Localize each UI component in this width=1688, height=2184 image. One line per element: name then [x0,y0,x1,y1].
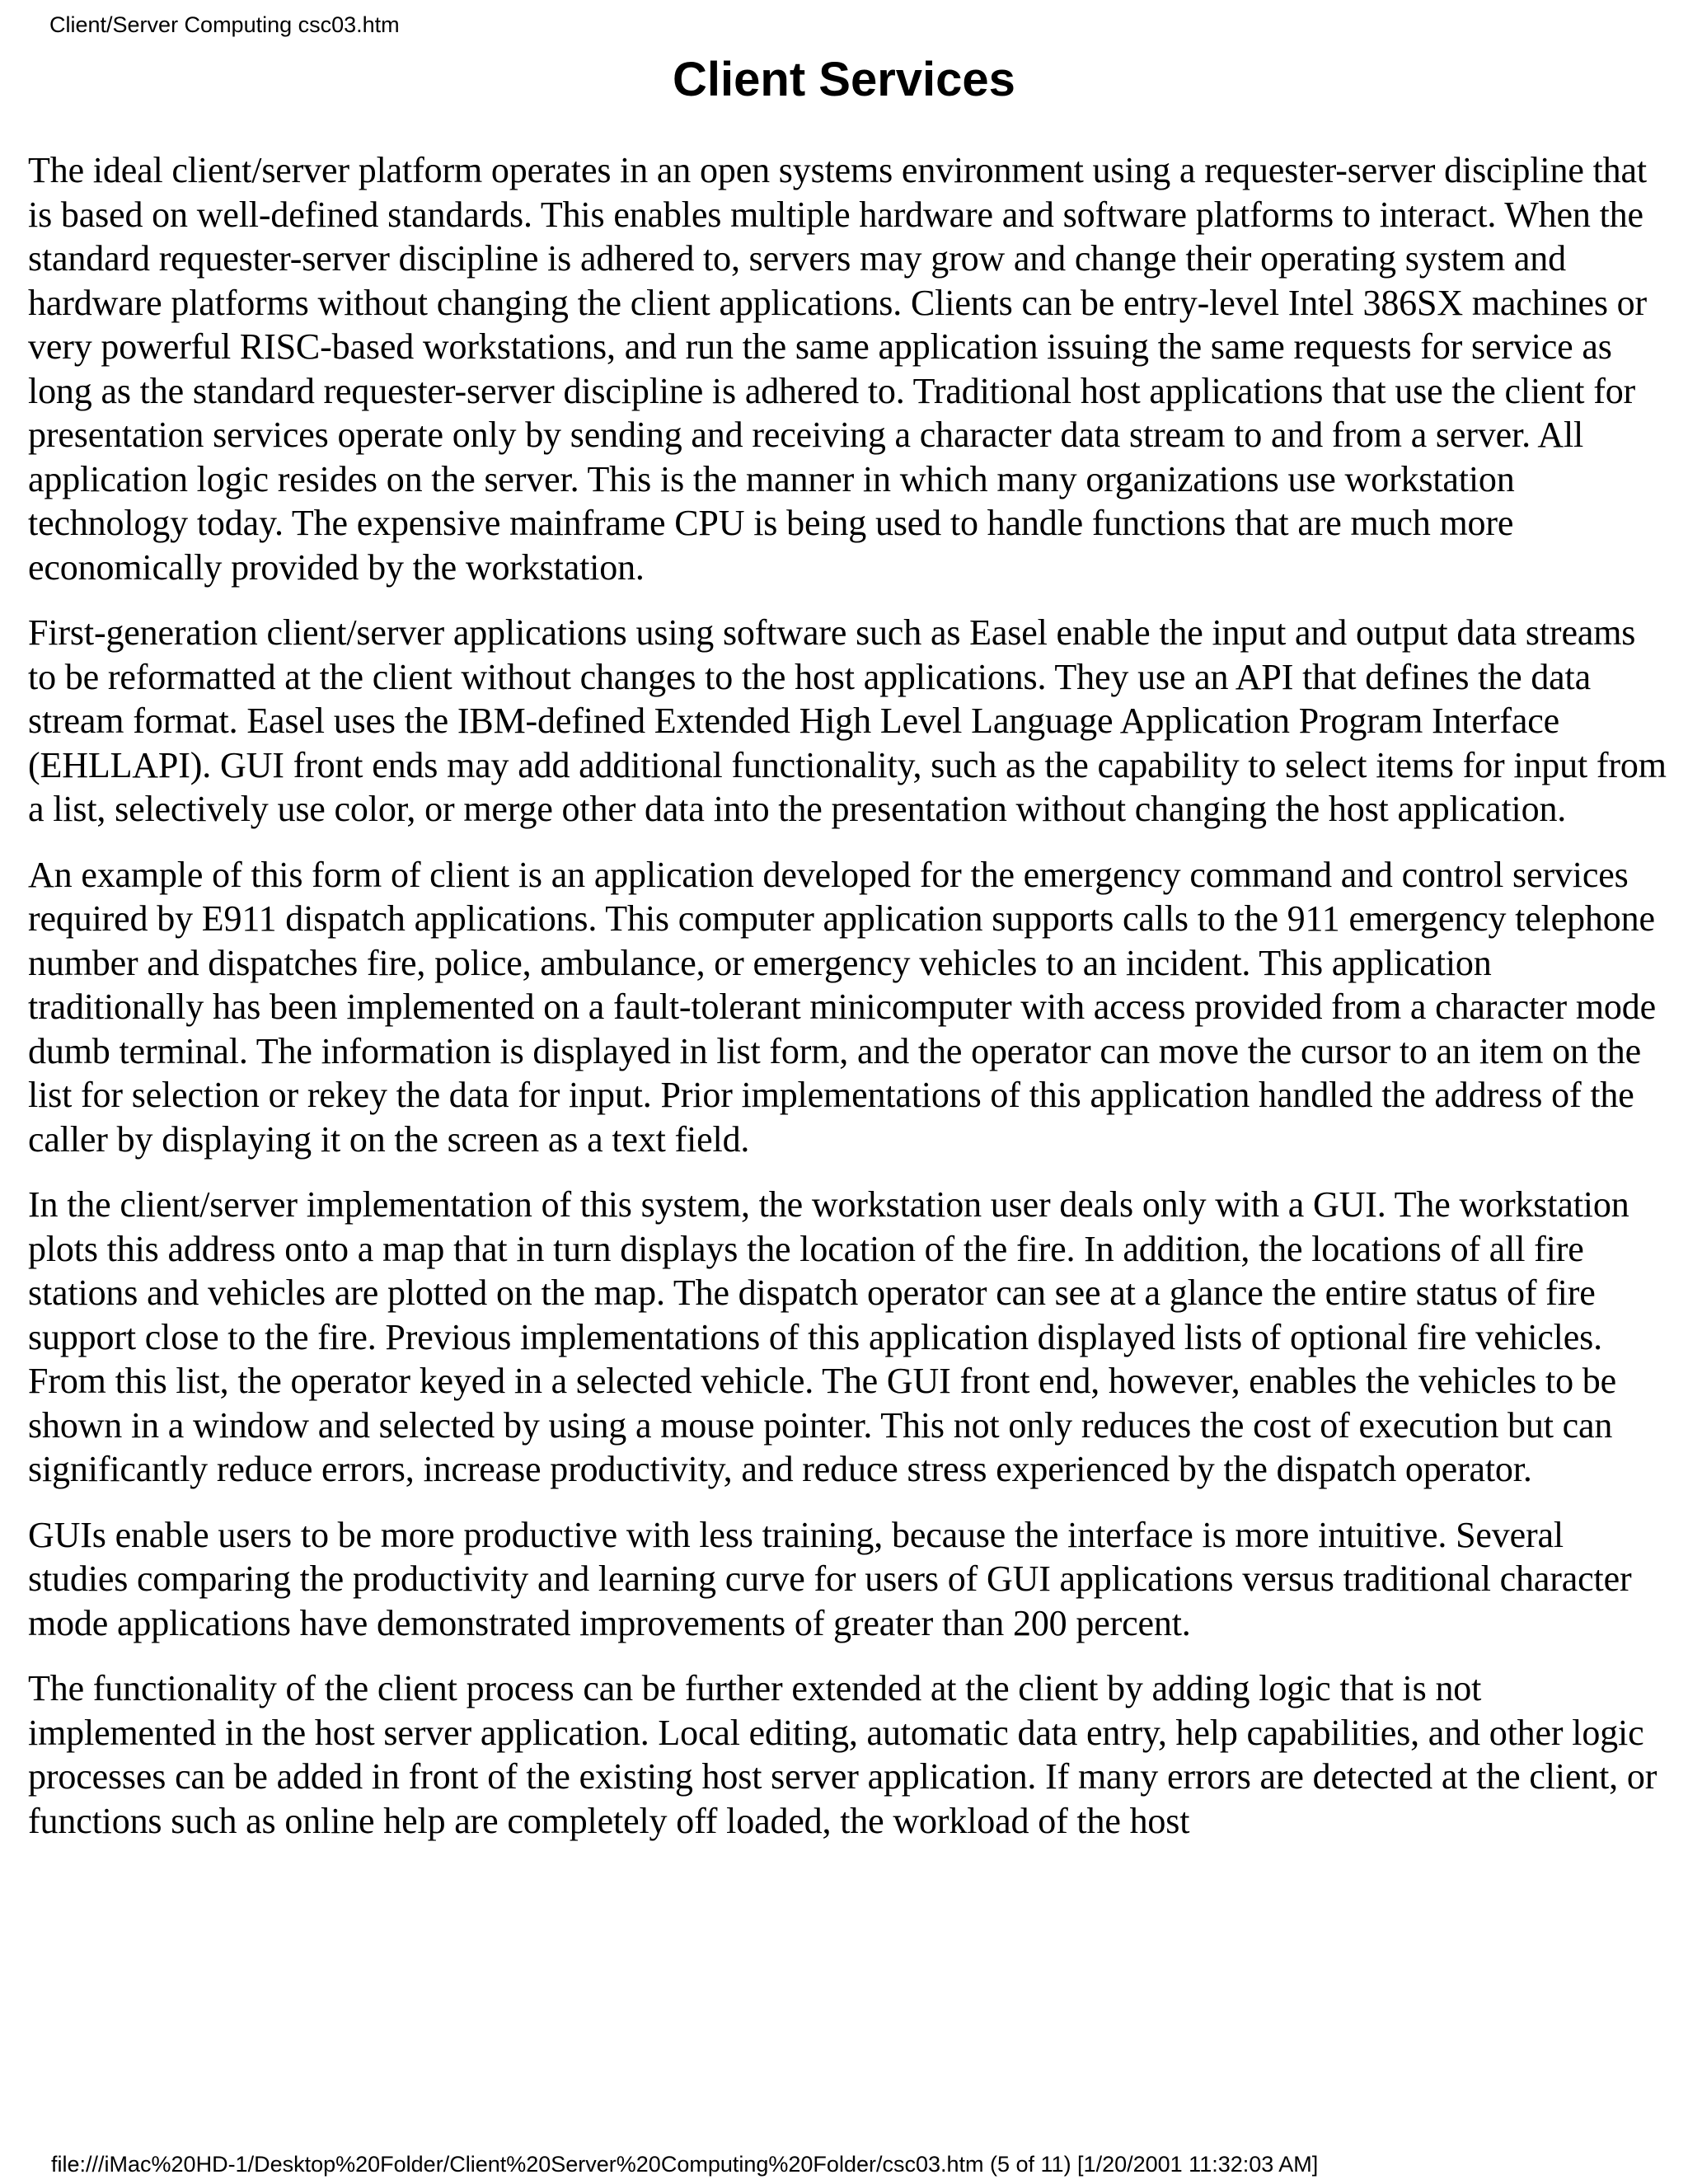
paragraph-client-logic: The functionality of the client process can be further extended at the client by adding logic that is not implemented in the host server application. Local editing, automatic data entry, help capabilities, and other logic processes can be added in front of the existing host server application. If many errors are detected at the client, or functions such as online help are completely off loaded, the workload of the host [28,1668,1658,1841]
running-header: Client/Server Computing csc03.htm [49,12,400,37]
print-footer-url: file:///iMac%20HD-1/Desktop%20Folder/Client%20Server%20Computing%20Folder/csc03.htm (5 of 11) [1/20/2001 11:32:03 AM] [51,2152,1319,2177]
document-body [28,148,1668,1864]
page-title: Client Services [673,53,1015,106]
paragraph-e911-example: An example of this form of client is an application developed for the emergency command and control services required by E911 dispatch applications. This computer application supports calls to the 911 emergency telephone number and dispatches fire, police, ambulance, or emergency vehicles to an incident. This application traditionally has been implemented on a fault-tolerant minicomputer with access provided from a character mode dumb terminal. The information is displayed in list form, and the operator can move the cursor to an item on the list for selection or rekey the data for input. Prior implementations of this application handled the address of the caller by displaying it on the screen as a text field. [28,854,1656,1160]
paragraph-gui-implementation: In the client/server implementation of this system, the workstation user deals only with a GUI. The workstation plots this address onto a map that in turn displays the location of the fire. In addition, the locations of all fire stations and vehicles are plotted on the map. The dispatch operator can see at a glance the entire status of fire support close to the fire. Previous implementations of this application displayed lists of optional fire vehicles. From this list, the operator keyed in a selected vehicle. The GUI front end, however, enables the vehicles to be shown in a window and selected by using a mouse pointer. This not only reduces the cost of execution but can significantly reduce errors, increase productivity, and reduce stress experienced by the dispatch operator. [28,1184,1629,1489]
paragraph-first-generation: First-generation client/server applications using software such as Easel enable the input and output data streams to be reformatted at the client without changes to the host applications. They use an API that defines the data stream format. Easel uses the IBM-defined Extended High Level Language Application Program Interface (EHLLAPI). GUI front ends may add additional functionality, such as the capability to select items for input from a list, selectively use color, or merge other data into the presentation without changing the host application. [28,612,1667,829]
paragraph-gui-productivity: GUIs enable users to be more productive with less training, because the interface is more intuitive. Several studies comparing the productivity and learning curve for users of GUI applications versus traditional character mode applications have demonstrated improvements of greater than 200 percent. [28,1514,1632,1643]
paragraph-ideal-platform: The ideal client/server platform operates in an open systems environment using a requester-server discipline that is based on well-defined standards. This enables multiple hardware and software platforms to interact. When the standard requester-server discipline is adhered to, servers may grow and change their operating system and hardware platforms without changing the client applications. Clients can be entry-level Intel 386SX machines or very powerful RISC-based workstations, and run the same application issuing the same requests for service as long as the standard requester-server discipline is adhered to. Traditional host applications that use the client for presentation services operate only by sending and receiving a character data stream to and from a server. All application logic resides on the server. This is the manner in which many organizations use workstation technology today. The expensive mainframe CPU is being used to handle functions that are much more economically provided by the workstation. [28,150,1647,588]
